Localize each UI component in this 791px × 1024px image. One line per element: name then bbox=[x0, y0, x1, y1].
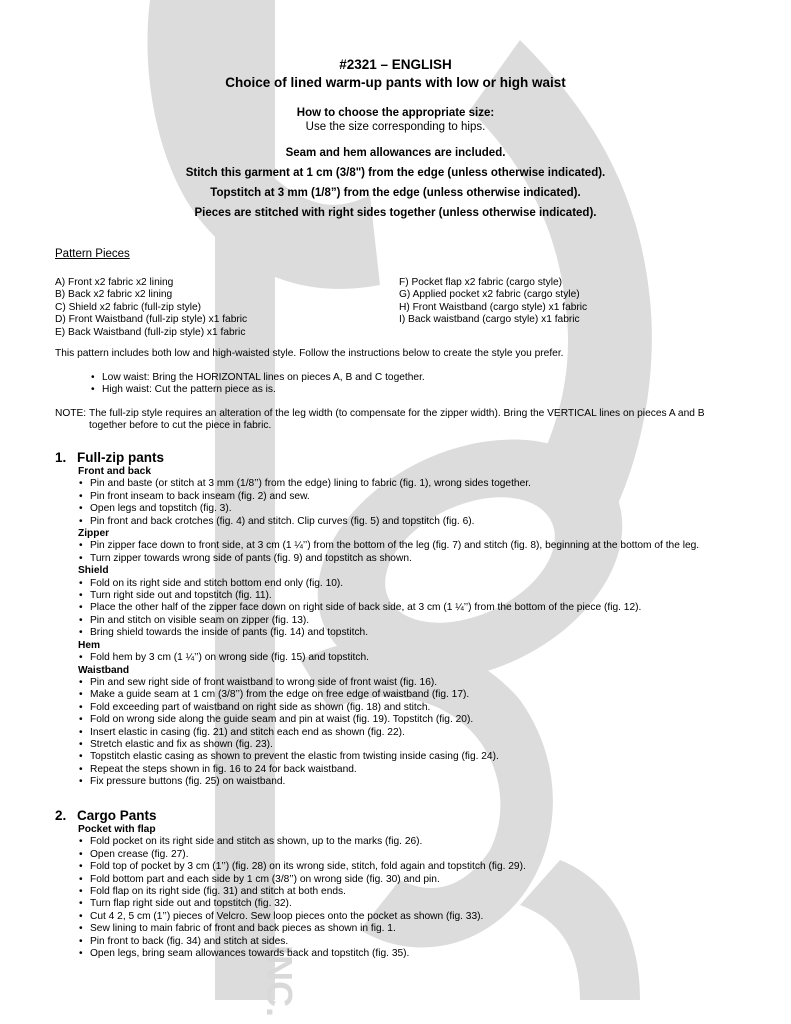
instruction-step: • Fold pocket on its right side and stitch as shown, up to the marks (fig. 26). bbox=[78, 836, 526, 848]
note-line: together before to cut the piece in fabric. bbox=[89, 420, 272, 432]
section-1-steps bbox=[78, 466, 699, 789]
watermark-text: INC. bbox=[259, 945, 300, 1017]
section-2-steps bbox=[78, 824, 526, 960]
instruction-step: • Pin front inseam to back inseam (fig. 2) and sew. bbox=[78, 491, 699, 503]
instruction-step: • Cut 4 2, 5 cm (1’’) pieces of Velcro. Sew loop pieces onto the pocket as shown (fig. 33). bbox=[78, 911, 526, 923]
pattern-pieces-heading: Pattern Pieces bbox=[55, 248, 130, 260]
instruction-step: • Turn flap right side out and topstitch (fig. 32). bbox=[78, 898, 526, 910]
section-number: 2. bbox=[55, 808, 67, 823]
instruction-step: • Fold hem by 3 cm (1 ¼’’) on wrong side (fig. 15) and topstitch. bbox=[78, 652, 699, 664]
instruction-step: • Stretch elastic and fix as shown (fig. 23). bbox=[78, 739, 699, 751]
document-subtitle: Choice of lined warm-up pants with low or high waist bbox=[225, 75, 566, 90]
note-text bbox=[89, 408, 769, 433]
instruction-step: • Fold exceeding part of waistband on right side as shown (fig. 18) and stitch. bbox=[78, 702, 699, 714]
pattern-piece: F) Pocket flap x2 fabric (cargo style) bbox=[399, 277, 563, 288]
note-line: The full-zip style requires an alteration of the leg width (to compensate for the zipper width). Bring the VERTICAL lines on pieces A and B bbox=[89, 408, 705, 419]
instruction-step: • Turn zipper towards wrong side of pants (fig. 9) and topstitch as shown. bbox=[78, 553, 699, 565]
section-heading-full-zip bbox=[55, 450, 164, 465]
instruction-step: • Fold top of pocket by 3 cm (1’’) (fig. 28) on its wrong side, stitch, fold again and topstitch (fig. 29). bbox=[78, 861, 526, 873]
pattern-piece: H) Front Waistband (cargo style) x1 fabric bbox=[399, 301, 588, 313]
pattern-pieces-right bbox=[399, 277, 759, 327]
instruction-step: • Topstitch elastic casing as shown to prevent the elastic from twisting inside casing (fig. 24). bbox=[78, 751, 699, 763]
pattern-piece: E) Back Waistband (full-zip style) x1 fabric bbox=[55, 326, 246, 338]
allowance-line: Stitch this garment at 1 cm (3/8") from the edge (unless otherwise indicated). bbox=[185, 167, 606, 179]
instruction-step: • Sew lining to main fabric of front and back pieces as shown in fig. 1. bbox=[78, 923, 526, 935]
subsection-heading: Hem bbox=[78, 639, 101, 651]
instruction-step: • Open legs and topstitch (fig. 3). bbox=[78, 503, 699, 515]
instruction-step: • Repeat the steps shown in fig. 16 to 24 for back waistband. bbox=[78, 764, 699, 776]
subsection-heading: Pocket with flap bbox=[78, 824, 156, 835]
instruction-step: • Make a guide seam at 1 cm (3/8’’) from the edge on free edge of waistband (fig. 17). bbox=[78, 689, 699, 701]
pattern-piece: D) Front Waistband (full-zip style) x1 fabric bbox=[55, 314, 248, 326]
instruction-step: • Bring shield towards the inside of pants (fig. 14) and topstitch. bbox=[78, 627, 699, 639]
intro-text: This pattern includes both low and high-waisted style. Follow the instructions below to create the style you prefer. bbox=[55, 348, 564, 359]
pattern-piece: B) Back x2 fabric x2 lining bbox=[55, 289, 173, 301]
instruction-step: • Pin and baste (or stitch at 3 mm (1/8’’) from the edge) lining to fabric (fig. 1), wrong sides together. bbox=[78, 478, 699, 490]
instruction-step: • Pin front to back (fig. 34) and stitch at sides. bbox=[78, 936, 526, 948]
instruction-step: • Insert elastic in casing (fig. 21) and stitch each end as shown (fig. 22). bbox=[78, 727, 699, 739]
instruction-step: • Pin zipper face down to front side, at 3 cm (1 ¼’’) from the bottom of the leg (fig. 7) and stitch (fig. 8), beginning at the bottom of the leg. bbox=[78, 540, 699, 552]
instruction-step: • Fold on wrong side along the guide seam and pin at waist (fig. 19). Topstitch (fig. 20). bbox=[78, 714, 699, 726]
waist-option: • Low waist: Bring the HORIZONTAL lines on pieces A, B and C together. bbox=[90, 372, 425, 384]
section-heading-cargo bbox=[55, 808, 157, 823]
allowance-line: Pieces are stitched with right sides together (unless otherwise indicated). bbox=[194, 207, 597, 219]
instruction-step: • Fix pressure buttons (fig. 25) on waistband. bbox=[78, 776, 699, 788]
pattern-piece: I) Back waistband (cargo style) x1 fabric bbox=[399, 314, 580, 326]
instruction-step: • Place the other half of the zipper face down on right side of back side, at 3 cm (1 ¼’’) from the bottom of the piece (fig. 12). bbox=[78, 602, 699, 614]
instruction-step: • Turn right side out and topstitch (fig. 11). bbox=[78, 590, 699, 602]
section-title: Full-zip pants bbox=[77, 450, 164, 465]
size-text: Use the size corresponding to hips. bbox=[305, 121, 486, 133]
instruction-step: • Fold flap on its right side (fig. 31) and stitch at both ends. bbox=[78, 886, 526, 898]
instruction-step: • Pin front and back crotches (fig. 4) and stitch. Clip curves (fig. 5) and topstitch (fig. 6). bbox=[78, 516, 699, 528]
section-number: 1. bbox=[55, 450, 67, 465]
pattern-piece: C) Shield x2 fabric (full-zip style) bbox=[55, 301, 202, 313]
instruction-step: • Open crease (fig. 27). bbox=[78, 849, 526, 861]
instruction-step: • Fold on its right side and stitch bottom end only (fig. 10). bbox=[78, 578, 699, 590]
instruction-step: • Pin and stitch on visible seam on zipper (fig. 13). bbox=[78, 615, 699, 627]
subsection-heading: Waistband bbox=[78, 664, 130, 676]
instruction-step: • Fold bottom part and each side by 1 cm (3/8’’) on wrong side (fig. 30) and pin. bbox=[78, 874, 526, 886]
note-label: NOTE: bbox=[55, 408, 87, 419]
waist-options-list bbox=[90, 372, 425, 397]
subsection-heading: Front and back bbox=[78, 466, 152, 477]
allowance-line: Seam and hem allowances are included. bbox=[285, 147, 506, 159]
note-block bbox=[55, 408, 775, 434]
document-title: #2321 – ENGLISH bbox=[339, 57, 452, 72]
subsection-heading: Zipper bbox=[78, 528, 110, 540]
subsection-heading: Shield bbox=[78, 565, 109, 577]
instruction-step: • Open legs, bring seam allowances towards back and topstitch (fig. 35). bbox=[78, 948, 526, 960]
pattern-pieces-left bbox=[55, 277, 385, 339]
instruction-step: • Pin and sew right side of front waistband to wrong side of front waist (fig. 16). bbox=[78, 677, 699, 689]
pattern-piece: A) Front x2 fabric x2 lining bbox=[55, 277, 174, 288]
pattern-piece: G) Applied pocket x2 fabric (cargo style) bbox=[399, 289, 580, 301]
section-title: Cargo Pants bbox=[77, 808, 157, 823]
size-heading: How to choose the appropriate size: bbox=[296, 107, 495, 119]
allowance-line: Topstitch at 3 mm (1/8”) from the edge (unless otherwise indicated). bbox=[210, 187, 581, 199]
waist-option: • High waist: Cut the pattern piece as is. bbox=[90, 384, 425, 396]
